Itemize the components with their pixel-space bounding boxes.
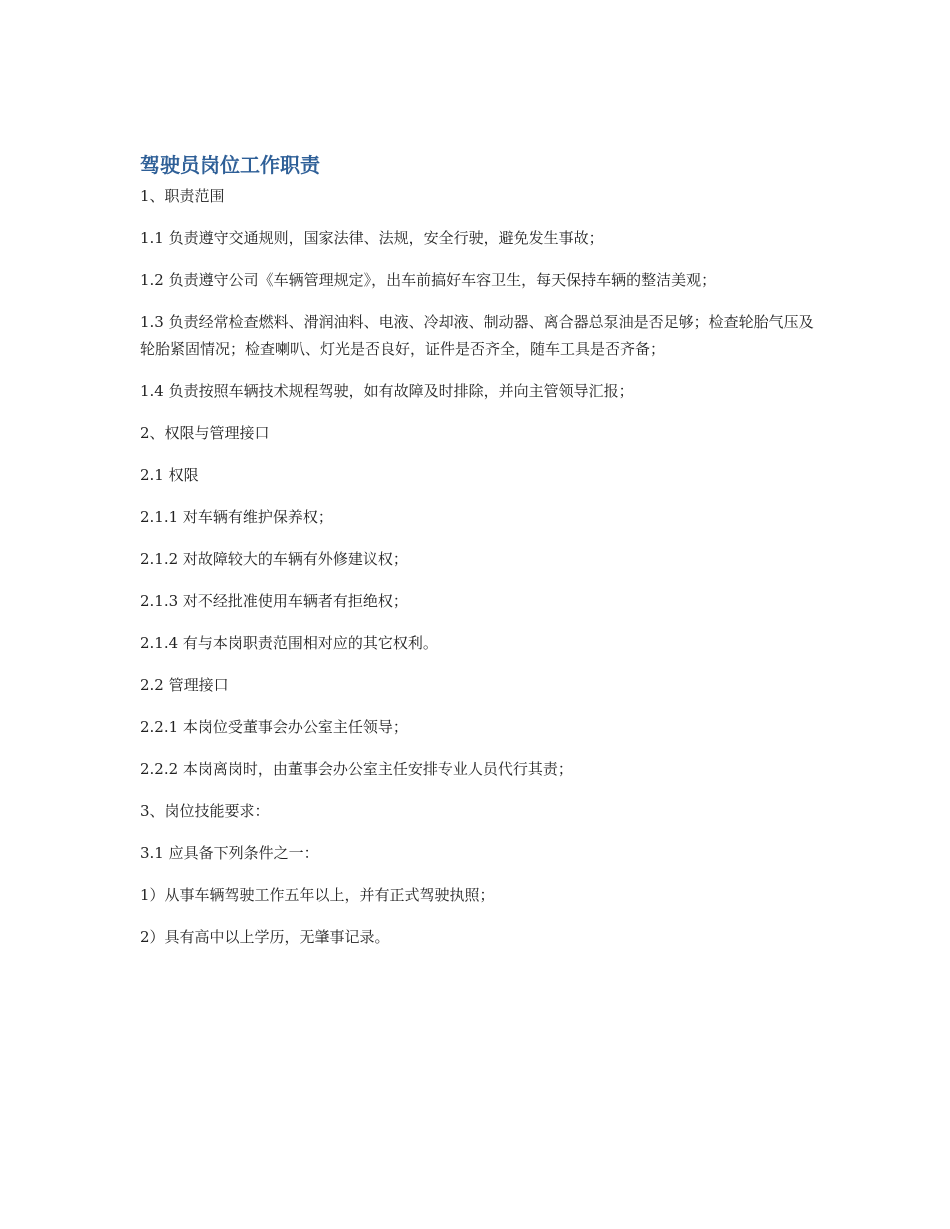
paragraph: 2.1.3 对不经批准使用车辆者有拒绝权； (140, 592, 408, 610)
paragraph: 1.4 负责按照车辆技术规程驾驶，如有故障及时排除，并向主管领导汇报； (140, 382, 634, 400)
paragraph: 1.1 负责遵守交通规则，国家法律、法规，安全行驶，避免发生事故； (140, 229, 604, 247)
paragraph: 2.2.1 本岗位受董事会办公室主任领导； (140, 718, 408, 736)
document-title: 驾驶员岗位工作职责 (140, 153, 320, 177)
paragraph: 2.1.2 对故障较大的车辆有外修建议权； (140, 550, 408, 568)
paragraph: 1.3 负责经常检查燃料、滑润油料、电液、冷却液、制动器、离合器总泵油是否足够；检查轮胎气压及轮胎紧固情况；检查喇叭、灯光是否良好，证件是否齐全，随车工具是否齐备； (140, 313, 814, 358)
paragraph: 2.1.4 有与本岗职责范围相对应的其它权利。 (140, 634, 438, 652)
section-heading: 1、职责范围 (140, 187, 225, 205)
subsection-heading: 2.1 权限 (140, 466, 199, 484)
paragraph: 3.1 应具备下列条件之一： (140, 844, 319, 862)
paragraph: 1.2 负责遵守公司《车辆管理规定》，出车前搞好车容卫生，每天保持车辆的整洁美观； (140, 271, 717, 289)
subsection-heading: 2.2 管理接口 (140, 676, 229, 694)
list-item: 1）从事车辆驾驶工作五年以上，并有正式驾驶执照； (140, 886, 495, 904)
section-heading: 2、权限与管理接口 (140, 424, 270, 442)
document-body (140, 150, 815, 951)
paragraph: 2.1.1 对车辆有维护保养权； (140, 508, 333, 526)
section-heading: 3、岗位技能要求： (140, 802, 270, 820)
list-item: 2）具有高中以上学历，无肇事记录。 (140, 928, 390, 946)
paragraph: 2.2.2 本岗离岗时，由董事会办公室主任安排专业人员代行其责； (140, 760, 573, 778)
